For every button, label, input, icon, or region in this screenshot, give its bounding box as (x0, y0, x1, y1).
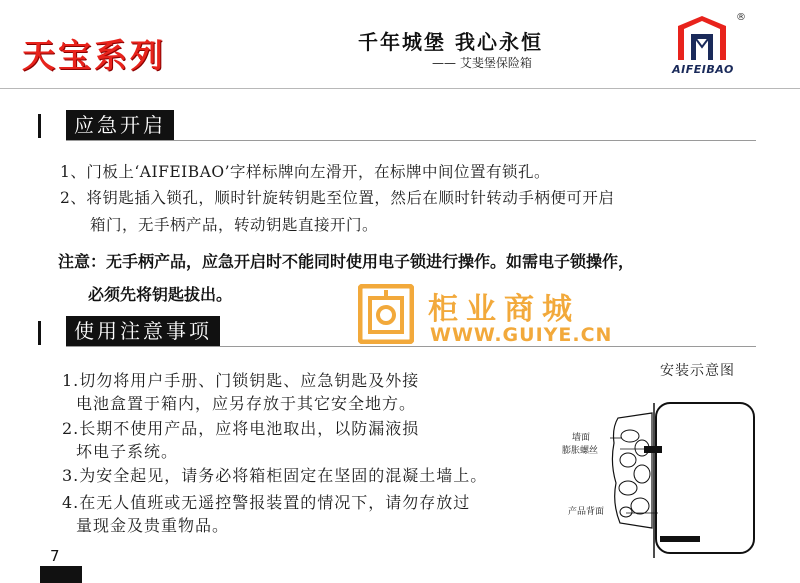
section-title-usage-notes: 使用注意事项 (66, 316, 220, 346)
header-divider (0, 88, 800, 89)
section-marker (38, 321, 41, 345)
aifeibao-logo-icon (672, 14, 732, 62)
page-number: 7 (50, 547, 60, 565)
subtitle: —— 艾斐堡保险箱 (432, 56, 532, 70)
diagram-label-wall: 墙面 (572, 433, 591, 443)
section-divider (66, 140, 756, 141)
watermark-text: 柜业商城 (428, 292, 580, 327)
note-text-cont: 必须先将钥匙拔出。 (88, 285, 233, 304)
diagram-label-bolt: 膨胀螺丝 (562, 446, 599, 456)
diagram-title: 安装示意图 (660, 363, 735, 379)
diagram-label-back: 产品背面 (568, 507, 605, 517)
notice-item-1-cont: 电池盒置于箱内，应另存放于其它安全地方。 (76, 394, 417, 413)
watermark-logo-icon (358, 284, 414, 344)
section-title-emergency-open: 应急开启 (66, 110, 174, 140)
emergency-step-1: 1、门板上‘AIFEIBAO’字样标牌向左滑开，在标牌中间位置有锁孔。 (60, 163, 551, 181)
watermark-url[interactable]: WWW.GUIYE.CN (430, 324, 613, 346)
notice-item-4: 4.在无人值班或无遥控警报装置的情况下，请勿存放过 (62, 493, 471, 512)
series-brand-title: 天宝系列 (22, 36, 166, 75)
notice-item-2: 2.长期不使用产品，应将电池取出，以防漏液损 (62, 419, 420, 438)
registered-mark: ® (736, 12, 746, 23)
notice-item-1: 1.切勿将用户手册、门锁钥匙、应急钥匙及外接 (62, 371, 420, 390)
notice-item-2-cont: 坏电子系统。 (76, 442, 179, 461)
footer-bar (40, 566, 82, 583)
notice-item-4-cont: 量现金及贵重物品。 (76, 516, 230, 535)
note-text: 注意：无手柄产品，应急开启时不能同时使用电子锁进行操作。如需电子锁操作， (58, 252, 635, 271)
emergency-step-2-cont: 箱门，无手柄产品，转动钥匙直接开门。 (90, 216, 379, 234)
emergency-step-2: 2、将钥匙插入锁孔，顺时针旋转钥匙至位置，然后在顺时针转动手柄便可开启 (60, 189, 615, 207)
notice-item-3: 3.为安全起见，请务必将箱柜固定在坚固的混凝土墙上。 (62, 466, 488, 485)
slogan: 千年城堡 我心永恒 (358, 30, 543, 54)
section-divider (66, 346, 756, 347)
section-marker (38, 114, 41, 138)
installation-diagram (590, 388, 760, 558)
logo-text: AIFEIBAO (672, 63, 734, 76)
